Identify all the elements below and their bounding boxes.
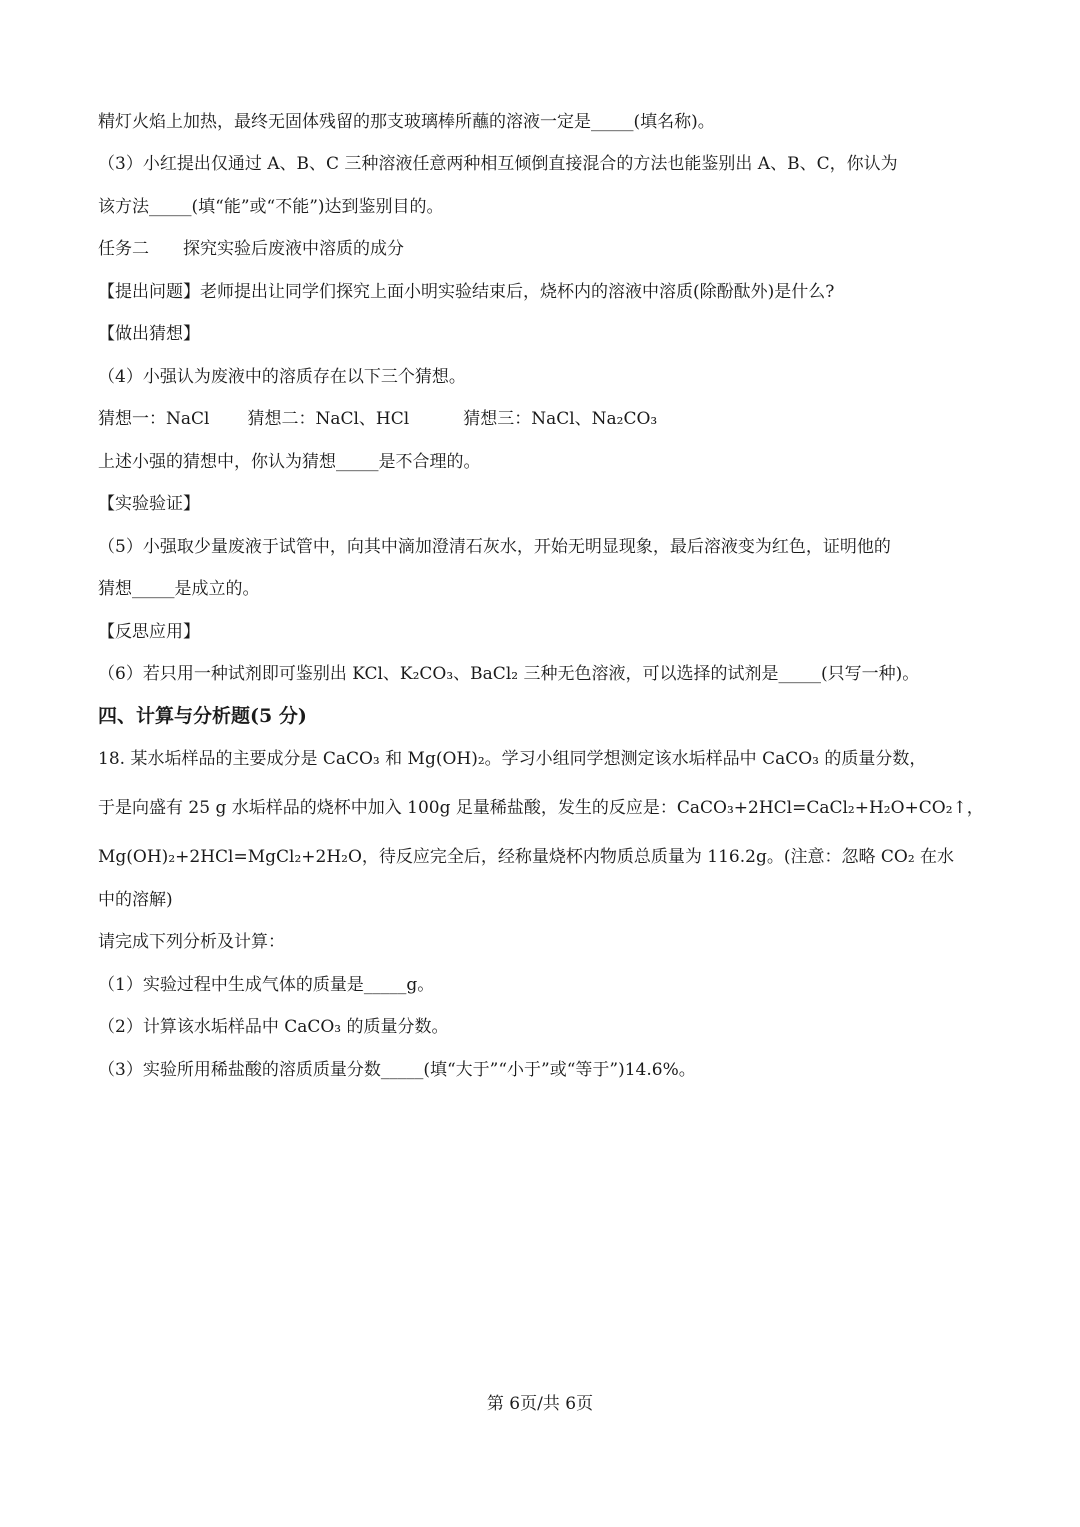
subquestion-2: （2）计算该水垢样品中 CaCO₃ 的质量分数。: [98, 1017, 449, 1037]
question-5-line: （5）小强取少量废液于试管中，向其中滴加澄清石灰水，开始无明显现象，最后溶液变为红色，证明他的: [98, 537, 891, 557]
question-18-line: 18. 某水垢样品的主要成分是 CaCO₃ 和 Mg(OH)₂。学习小组同学想测定该水垢样品中 CaCO₃ 的质量分数，: [98, 749, 927, 769]
raise-question-line: 【提出问题】老师提出让同学们探究上面小明实验结束后，烧杯内的溶液中溶质(除酚酞外)是什么?: [98, 282, 835, 302]
subquestion-1: （1）实验过程中生成气体的质量是_____g。: [98, 975, 435, 995]
instruction-line: 请完成下列分析及计算：: [98, 932, 285, 952]
hypothesis-one: 猜想一：NaCl: [98, 409, 210, 429]
task-two-title: 任务二 探究实验后废液中溶质的成分: [98, 239, 404, 259]
section-four-heading: 四、计算与分析题(5 分): [98, 705, 307, 727]
reflection-heading: 【反思应用】: [98, 622, 200, 642]
experiment-heading: 【实验验证】: [98, 494, 200, 514]
question-6-line: （6）若只用一种试剂即可鉴别出 KCl、K₂CO₃、BaCl₂ 三种无色溶液，可以选择的试剂是_____(只写一种)。: [98, 664, 920, 684]
text-line: 上述小强的猜想中，你认为猜想_____是不合理的。: [98, 452, 481, 472]
subquestion-3: （3）实验所用稀盐酸的溶质质量分数_____(填“大于”“小于”或“等于”)14.6%。: [98, 1060, 696, 1080]
text-line: 中的溶解): [98, 890, 173, 910]
hypothesis-three: 猜想三：NaCl、Na₂CO₃: [463, 409, 658, 429]
question-3-line: （3）小红提出仅通过 A、B、C 三种溶液任意两种相互倾倒直接混合的方法也能鉴别出 A、B、C，你认为: [98, 154, 898, 174]
text-line: 猜想_____是成立的。: [98, 579, 260, 599]
page-number: 第 6页/共 6页: [486, 1394, 594, 1414]
text-line: 精灯火焰上加热，最终无固体残留的那支玻璃棒所蘸的溶液一定是_____(填名称)。: [98, 112, 715, 132]
hypothesis-heading: 【做出猜想】: [98, 324, 200, 344]
text-line: 该方法_____(填“能”或“不能”)达到鉴别目的。: [98, 197, 444, 217]
text-line: 于是向盛有 25 g 水垢样品的烧杯中加入 100g 足量稀盐酸，发生的反应是：CaCO₃+2HCl=CaCl₂+H₂O+CO₂↑，: [98, 798, 984, 818]
text-line: Mg(OH)₂+2HCl=MgCl₂+2H₂O，待反应完全后，经称量烧杯内物质总质量为 116.2g。(注意：忽略 CO₂ 在水: [98, 847, 955, 867]
question-4-line: （4）小强认为废液中的溶质存在以下三个猜想。: [98, 367, 466, 387]
hypotheses-line: [98, 407, 657, 431]
hypothesis-two: 猜想二：NaCl、HCl: [247, 409, 410, 429]
